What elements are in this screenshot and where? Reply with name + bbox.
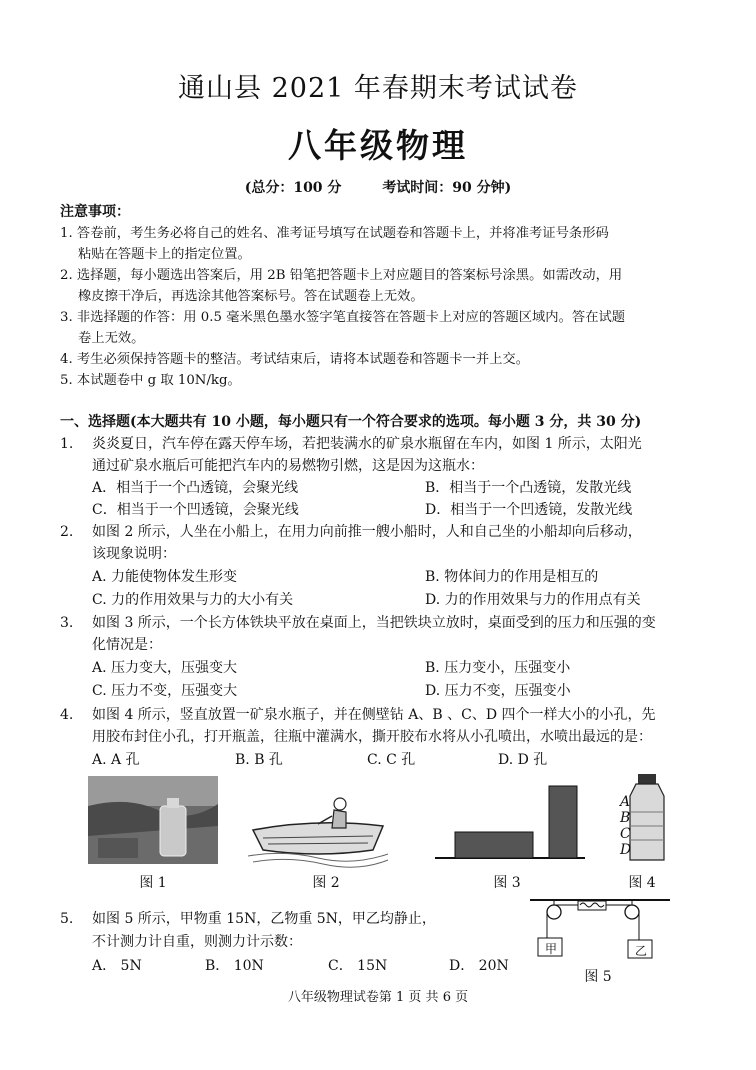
question-stem: 炎炎夏日，汽车停在露天停车场，若把装满水的矿泉水瓶留在车内，如图 1 所示，太阳光 xyxy=(92,436,642,452)
weight-yi-label: 乙 xyxy=(634,944,647,958)
car-bottle-illustration xyxy=(88,776,218,864)
question-number: 1. xyxy=(60,436,74,452)
figure-2-boat xyxy=(248,790,388,868)
figure-1-caption: 图 1 xyxy=(139,875,167,891)
question-stem: 如图 3 所示，一个长方体铁块平放在桌面上，当把铁块立放时，桌面受到的压力和压强的变 xyxy=(92,615,656,631)
question-number: 4. xyxy=(60,707,74,723)
hole-label-d: D xyxy=(620,842,632,858)
option: D. 力的作用效果与力的作用点有关 xyxy=(425,592,641,608)
page-footer: 八年级物理试卷第 1 页 共 6 页 xyxy=(287,990,469,1005)
figure-4-caption: 图 4 xyxy=(628,875,656,891)
total-score: (总分：100 分 xyxy=(244,180,342,196)
notice-item: 4. 考生必须保持答题卡的整洁。考试结束后，请将本试题卷和答题卡一并上交。 xyxy=(60,352,530,367)
option: C. 力的作用效果与力的大小有关 xyxy=(92,592,294,608)
option: D. D 孔 xyxy=(498,752,548,768)
exam-subject: 八年级物理 xyxy=(288,126,468,165)
option: B. 物体间力的作用是相互的 xyxy=(425,569,599,585)
figure-5-caption: 图 5 xyxy=(584,969,612,985)
notice-item: 橡皮擦干净后，再选涂其他答案标号。答在试题卷上无效。 xyxy=(78,289,424,304)
figure-2-caption: 图 2 xyxy=(312,875,340,891)
exam-meta xyxy=(0,177,756,197)
option: C． 15N xyxy=(328,958,388,974)
question-stem: 如图 4 所示，竖直放置一矿泉水瓶子，并在侧壁钻 A、B 、C、D 四个一样大小的小孔，先 xyxy=(92,707,656,723)
weight-jia-label: 甲 xyxy=(544,942,557,956)
notice-heading: 注意事项： xyxy=(60,204,130,220)
notice-item: 卷上无效。 xyxy=(78,331,145,346)
figure-1-photo xyxy=(88,776,218,864)
exam-title: 通山县 2021 年春期末考试试卷 xyxy=(178,73,578,104)
option: A. A 孔 xyxy=(92,752,140,768)
question-stem: 如图 2 所示，人坐在小船上，在用力向前推一艘小船时，人和自己坐的小船却向后移动， xyxy=(92,524,642,540)
hole-label-c: C xyxy=(620,826,631,842)
question-number: 2. xyxy=(60,524,74,540)
option: D． 20N xyxy=(449,958,509,974)
option: A． 5N xyxy=(92,958,142,974)
question-stem: 该现象说明： xyxy=(92,546,176,562)
option: B．相当于一个凸透镜，发散光线 xyxy=(425,480,632,496)
figure-3-blocks xyxy=(435,784,585,864)
notice-item: 5. 本试题卷中 g 取 10N/kg。 xyxy=(60,373,241,388)
section-heading: 一、选择题(本大题共有 10 小题，每小题只有一个符合要求的选项。每小题 3 分，共 30 分) xyxy=(60,414,642,430)
question-stem: 通过矿泉水瓶后可能把汽车内的易燃物引燃，这是因为这瓶水： xyxy=(92,458,484,474)
option: A．相当于一个凸透镜，会聚光线 xyxy=(92,480,299,496)
option: A. 压力变大，压强变大 xyxy=(92,660,238,676)
notice-item: 1. 答卷前，考生务必将自己的姓名、准考证号填写在试题卷和答题卡上，并将准考证号条形码 xyxy=(60,226,609,241)
question-stem: 如图 5 所示，甲物重 15N，乙物重 5N，甲乙均静止， xyxy=(92,911,436,927)
option: B. B 孔 xyxy=(235,752,283,768)
question-stem: 不计测力计自重，则测力计示数： xyxy=(92,934,302,950)
notice-item: 2. 选择题，每小题选出答案后，用 2B 铅笔把答题卡上对应题目的答案标号涂黑。如需改动，用 xyxy=(60,268,623,283)
option: C. C 孔 xyxy=(367,752,416,768)
option: B. 压力变小，压强变小 xyxy=(425,660,571,676)
option: C. 压力不变，压强变大 xyxy=(92,683,238,699)
question-number: 3. xyxy=(60,615,74,631)
notice-item: 粘贴在答题卡上的指定位置。 xyxy=(78,247,251,262)
figure-3-caption: 图 3 xyxy=(493,875,521,891)
question-stem: 化情况是： xyxy=(92,637,162,653)
option: B． 10N xyxy=(205,958,264,974)
option: D．相当于一个凹透镜，发散光线 xyxy=(425,502,633,518)
question-number: 5. xyxy=(60,911,74,927)
exam-time: 考试时间：90 分钟) xyxy=(382,180,512,196)
option: C．相当于一个凹透镜，会聚光线 xyxy=(92,502,299,518)
option: A. 力能使物体发生形变 xyxy=(92,569,238,585)
option: D. 压力不变，压强变小 xyxy=(425,683,571,699)
hole-label-a: A xyxy=(620,794,631,810)
question-stem: 用胶布封住小孔，打开瓶盖，往瓶中灌满水，撕开胶布水将从小孔喷出，水喷出最远的是： xyxy=(92,729,652,745)
notice-item: 3. 非选择题的作答：用 0.5 毫米黑色墨水签字笔直接答在答题卡上对应的答题区域内。答在试题 xyxy=(60,310,626,325)
hole-label-b: B xyxy=(620,810,631,826)
